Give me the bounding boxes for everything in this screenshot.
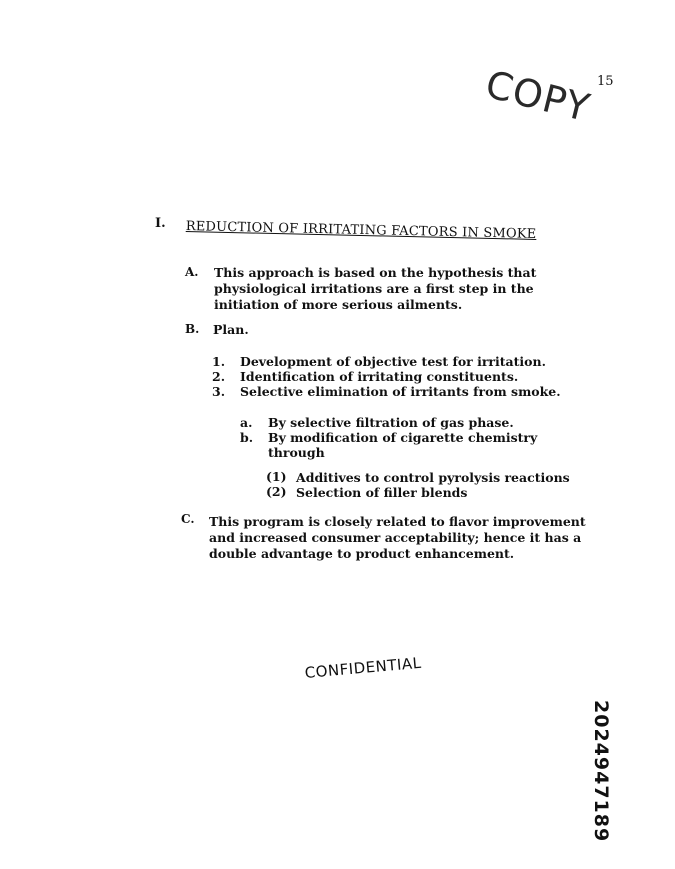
page-number: 15 [597,74,614,89]
step-text: Identification of irritating constituents. [240,369,519,384]
point-c-text [209,514,586,562]
point-a-letter: A. [185,265,199,279]
step-number: 3. [212,384,226,399]
point-a-line: This approach is based on the hypothesis that [214,265,537,280]
step-text: Selective elimination of irritants from smoke. [240,384,561,399]
step-text: Development of objective test for irritation. [240,354,546,369]
point-c-line: This program is closely related to flavor improvement [209,514,586,529]
point-a-line: initiation of more serious ailments. [214,297,463,312]
method-text [268,430,537,460]
sub-method-text: Additives to control pyrolysis reactions [296,470,570,485]
point-c-line: double advantage to product enhancement. [209,546,515,561]
point-a-text [214,265,536,313]
step-number: 2. [212,369,226,384]
sub-method-text: Selection of filler blends [296,485,468,500]
method-letter: b. [240,430,254,445]
step-number: 1. [212,354,226,369]
method-letter: a. [240,415,253,430]
point-b-label: Plan. [213,322,249,337]
sub-method-number: (1) [266,469,287,484]
copy-stamp: COPY [481,62,595,131]
sub-method-number: (2) [266,484,287,499]
method-text: By selective filtration of gas phase. [268,415,514,430]
document-id: 2024947189 [590,700,612,843]
point-c-letter: C. [181,512,195,526]
method-line: through [268,445,325,460]
point-a-line: physiological irritations are a first step in the [214,281,534,296]
point-b-letter: B. [185,322,200,336]
point-c-line: and increased consumer acceptability; hence it has a [209,530,582,545]
method-line: By modification of cigarette chemistry [268,430,538,445]
section-title: REDUCTION OF IRRITATING FACTORS IN SMOKE [185,219,537,242]
section-number: I. [155,216,166,231]
confidential-stamp: CONFIDENTIAL [304,653,423,682]
